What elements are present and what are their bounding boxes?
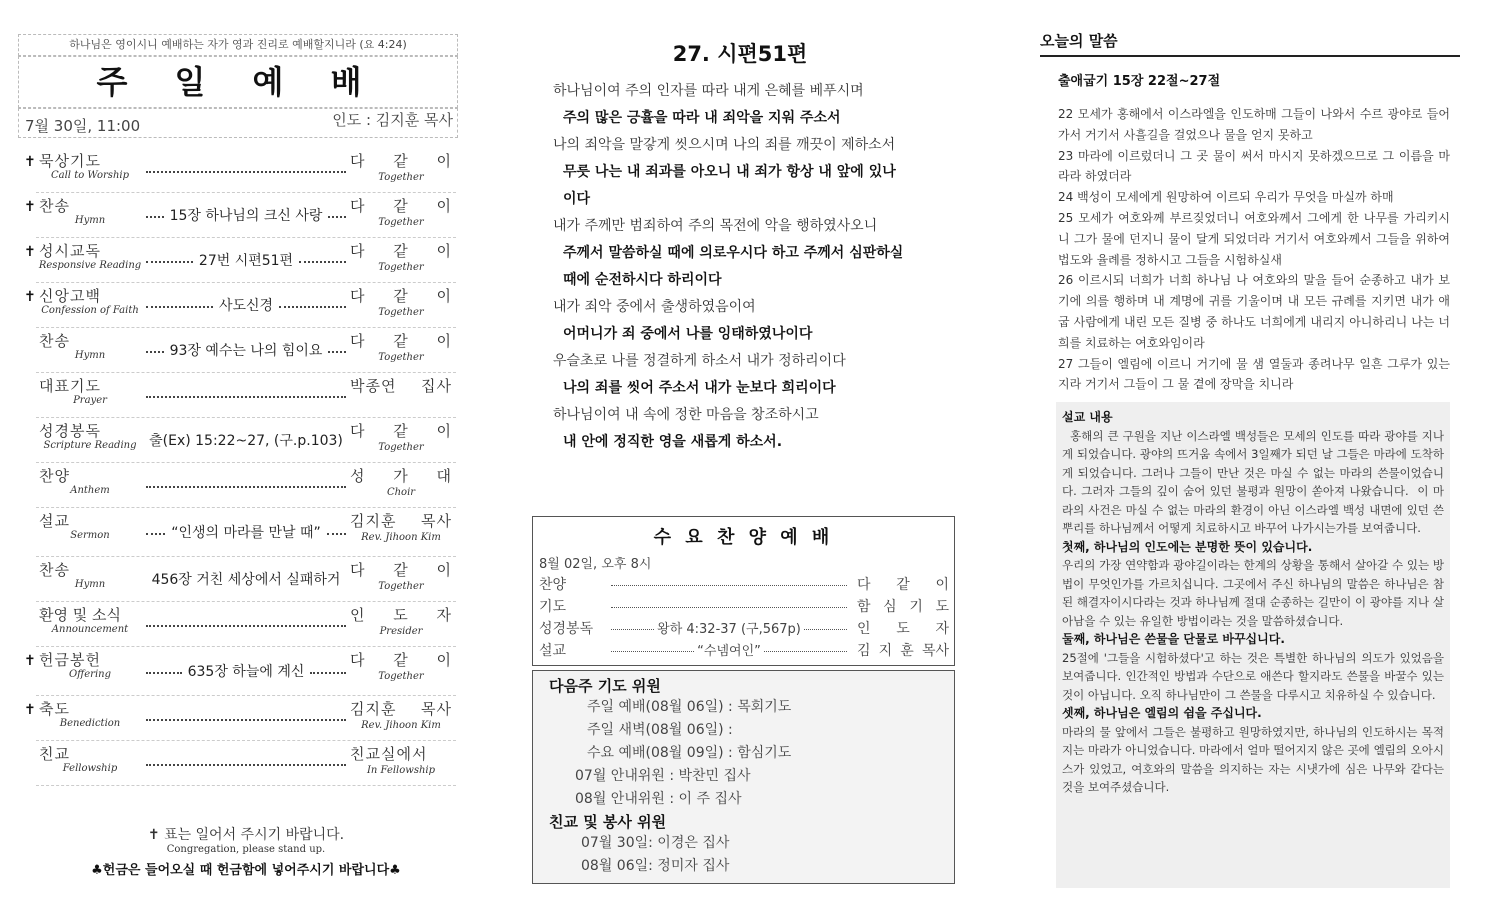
leader-dots	[279, 306, 346, 308]
order-item-content	[144, 328, 348, 372]
header-verse: 하나님은 영이시니 예배하는 자가 영과 진리로 예배할지니라 (요 4:24)	[18, 34, 458, 56]
person-name: 박종연 집사	[350, 377, 452, 395]
committee-item: 수요 예배(08월 09일) : 함심기도	[587, 745, 792, 761]
person-name-en: Choir	[386, 487, 416, 498]
scripture-verse: 27 그들이 엘림에 이르니 거기에 물 샘 열둘과 종려나무 일흔 그루가 있는지라 거기서 그들이 그 물 곁에 장막을 치니라	[1058, 356, 1450, 392]
worship-order-row	[36, 463, 456, 508]
sermon-intro: 홍해의 큰 구원을 지난 이스라엘 백성들은 모세의 인도를 따라 광야를 지나게 되었습니다. 광야의 뜨거움 속에서 3일째가 되던 날 그들은 마라에 도착하게 되었습니다. 그러나 그들이 만난 것은 마실 수 없는 마라의 쓴물이었습니다. 그러자 그들의 깊이 숨어 있던 불평과 원망이 쏟아져 나왔습니다. 이 마라의 사건은 마실 수 없는 마라의 환경이 아닌 이스라엘 백성 내면에 있던 쓴뿌리를 하나님께서 어떻게 치료하시고 바꾸어 나가시는가를 보여줍니다.	[1062, 428, 1444, 535]
order-item-content	[144, 696, 348, 740]
person-name-en: Together	[378, 671, 424, 682]
leader-dots	[146, 719, 346, 721]
wednesday-item: 설교	[539, 643, 567, 659]
worship-order-row	[24, 148, 456, 193]
wednesday-row	[533, 638, 954, 660]
order-item-name-en: Hymn	[74, 579, 106, 590]
order-item-name: 찬송	[39, 561, 70, 579]
order-item-detail: 93장 예수는 나의 힘이요	[169, 343, 323, 359]
order-item-detail: 15장 하나님의 크신 사랑	[169, 208, 323, 224]
wednesday-row	[533, 616, 954, 638]
person-name: 다 같 이	[350, 287, 452, 305]
worship-order-row	[36, 557, 456, 602]
wednesday-item: 기도	[539, 599, 567, 615]
order-item-name: 헌금봉헌	[39, 651, 101, 669]
service-dateline	[18, 108, 458, 138]
congregation-line: 주께서 말씀하실 때에 의로우시다 하고 주께서 심판하실	[563, 245, 904, 261]
order-item-content	[144, 741, 348, 785]
offering-note: ♣헌금은 들어오실 때 헌금함에 넣어주시기 바랍니다♣	[91, 863, 401, 878]
order-item-name: 묵상기도	[39, 152, 101, 170]
committee-item: 07월 30일: 이경은 집사	[581, 835, 730, 851]
leader-line: 내가 주께만 범죄하여 주의 목전에 악을 행하였사오니	[553, 218, 878, 234]
person-name: 다 같 이	[350, 561, 452, 579]
prayer-list	[587, 696, 954, 765]
order-item-name-en: Hymn	[74, 350, 106, 361]
leader-line: 우슬초로 나를 정결하게 하소서 내가 정하리이다	[553, 353, 846, 369]
person-name-en: Together	[378, 217, 424, 228]
order-item-name: 찬송	[39, 197, 70, 215]
wednesday-detail	[611, 616, 847, 638]
leader-dots	[611, 629, 654, 630]
leader-dots	[804, 629, 847, 630]
worship-order-row	[24, 283, 456, 328]
today-heading: 오늘의 말씀	[1040, 32, 1118, 50]
worship-order-row	[24, 647, 456, 696]
stand-cross-icon: ✝	[24, 702, 36, 718]
wednesday-detail	[611, 572, 847, 594]
stand-cross-icon: ✝	[24, 199, 36, 215]
leader-dots	[328, 216, 346, 218]
order-item-name-en: Scripture Reading	[43, 440, 137, 451]
committee-item: 08월 안내위원 : 이 주 집사	[575, 791, 742, 807]
order-item-person	[350, 420, 452, 453]
order-item-name-en: Announcement	[51, 624, 129, 635]
person-name-en: Rev. Jihoon Kim	[361, 532, 441, 543]
order-item-name-en: Prayer	[73, 395, 107, 406]
person-name-en: Together	[378, 581, 424, 592]
person-name-en: Rev. Jihoon Kim	[361, 720, 441, 731]
committee-item: 주일 새벽(08월 06일) :	[587, 722, 733, 738]
wednesday-person: 인 도 자	[857, 621, 949, 637]
wednesday-order	[533, 572, 954, 660]
wednesday-item: 성경봉독	[539, 621, 594, 637]
order-item-person	[350, 559, 452, 592]
scripture-verses	[1058, 104, 1450, 395]
leader-dots	[146, 306, 213, 308]
point-2-heading: 둘째, 하나님은 쓴물을 단물로 바꾸십니다.	[1062, 632, 1285, 646]
order-item-name: 설교	[39, 512, 70, 530]
heading-divider	[1040, 55, 1460, 57]
order-item-content	[144, 193, 348, 237]
leader-dots	[146, 486, 346, 488]
order-item-name: 찬송	[39, 332, 70, 350]
order-item-detail: 456장 거친 세상에서 실패하거	[151, 572, 341, 588]
wednesday-person: 김 지 훈 목사	[857, 643, 949, 659]
congregation-line: 내 안에 정직한 영을 새롭게 하소서.	[563, 434, 783, 450]
committee-item: 주일 예배(08월 06일) : 목회기도	[587, 699, 792, 715]
order-item-name: 대표기도	[39, 377, 101, 395]
wednesday-item: 찬양	[539, 577, 567, 593]
service-title: 주 일 예 배	[18, 56, 458, 108]
wednesday-title: 수 요 찬 양 예 배	[653, 527, 834, 548]
order-item-person	[350, 604, 452, 637]
order-item-name-en: Benediction	[59, 718, 121, 729]
person-name-en: Presider	[379, 626, 423, 637]
person-name: 다 같 이	[350, 152, 452, 170]
congregation-line: 주의 많은 긍휼을 따라 내 죄악을 지워 주소서	[563, 110, 841, 126]
order-item-person	[350, 150, 452, 183]
scripture-reference: 출애굽기 15장 22절~27절	[1058, 74, 1221, 89]
person-name-en: Together	[378, 442, 424, 453]
order-item-name-en: Responsive Reading	[38, 260, 142, 271]
worship-order-row	[36, 328, 456, 373]
stand-up-note: ✝ 표는 일어서 주시기 바랍니다.	[147, 827, 345, 843]
order-item-detail: 사도신경	[218, 298, 274, 314]
worship-order-row	[36, 373, 456, 418]
order-item-name: 축도	[39, 700, 70, 718]
leader-line: 내가 죄악 중에서 출생하였음이여	[553, 299, 756, 315]
person-name: 친교실에서	[350, 745, 428, 763]
order-item-detail: 635장 하늘에 계신	[187, 664, 305, 680]
leader-dots	[146, 672, 182, 674]
worship-order-row	[24, 238, 456, 283]
leader-dots	[299, 261, 346, 263]
order-item-content	[144, 557, 348, 601]
worship-order-row	[36, 508, 456, 557]
person-name: 김지훈 목사	[350, 700, 452, 718]
fellowship-heading: 친교 및 봉사 위원	[549, 813, 667, 831]
point-2-text: 25절에 '그들을 시험하셨다'고 하는 것은 특별한 하나님의 의도가 있었음을 보여줍니다. 인간적인 방법과 수단으로 애쓴다 할지라도 쓴물을 바꿀수 있는 것이 아닙니다. 오직 하나님만이 그 쓴물을 다루시고 치유하실 수 있습니다.	[1062, 650, 1444, 702]
prayer-committee-box	[532, 670, 955, 884]
order-item-name: 환영 및 소식	[39, 606, 121, 624]
person-name: 다 같 이	[350, 197, 452, 215]
committee-item: 08월 06일: 정미자 집사	[581, 858, 730, 874]
order-item-person	[350, 240, 452, 273]
congregation-line: 나의 죄를 씻어 주소서 내가 눈보다 희리이다	[563, 380, 836, 396]
order-item-name-en: Anthem	[70, 485, 110, 496]
scripture-verse: 22 모세가 홍해에서 이스라엘을 인도하매 그들이 나와서 수르 광야로 들어가서 거기서 사흘길을 걸었으나 물을 얻지 못하고	[1058, 107, 1450, 142]
congregation-line: 때에 순전하시다 하리이다	[563, 272, 722, 288]
leader-dots	[611, 585, 847, 586]
leader-dots	[146, 261, 193, 263]
order-item-content	[144, 647, 348, 695]
scripture-verse: 24 백성이 모세에게 원망하여 이르되 우리가 무엇을 마실까 하매	[1058, 190, 1394, 205]
scripture-verse: 23 마라에 이르렀더니 그 곳 물이 써서 마시지 못하겠으므로 그 이름을 마라라 하였더라	[1058, 148, 1450, 184]
order-item-content	[144, 463, 348, 507]
order-item-content	[144, 238, 348, 282]
leader-line: 하나님이여 내 속에 정한 마음을 창조하시고	[553, 407, 819, 423]
order-item-detail: “인생의 마라를 만날 때”	[171, 525, 321, 541]
leader-dots	[328, 351, 346, 353]
order-item-name-en: Hymn	[74, 215, 106, 226]
wednesday-person: 다 같 이	[857, 577, 949, 593]
wednesday-detail-text: “수넴여인”	[697, 643, 761, 659]
order-item-person	[350, 743, 452, 776]
leader-line: 하나님이여 주의 인자를 따라 내게 은혜를 베푸시며	[553, 83, 864, 99]
wednesday-date: 8월 02일, 오후 8시	[539, 557, 652, 572]
person-name-en: Together	[378, 307, 424, 318]
worship-order-list	[24, 148, 456, 786]
order-item-content	[144, 283, 348, 327]
leader-dots	[327, 533, 346, 535]
order-item-content	[144, 602, 348, 646]
congregation-line: 어머니가 죄 중에서 나를 잉태하였나이다	[563, 326, 813, 342]
order-item-name-en: Call to Worship	[51, 170, 129, 181]
person-name-en: Together	[378, 262, 424, 273]
sermon-heading: 설교 내용	[1062, 410, 1113, 424]
order-item-name: 찬양	[39, 467, 70, 485]
stand-cross-icon: ✝	[24, 653, 36, 669]
person-name: 김지훈 목사	[350, 512, 452, 530]
wednesday-row	[533, 572, 954, 594]
committee-item: 07월 안내위원 : 박찬민 집사	[575, 768, 751, 784]
wednesday-detail	[611, 638, 847, 660]
leader-line: 나의 죄악을 말갛게 씻으시며 나의 죄를 깨끗이 제하소서	[553, 137, 896, 153]
service-leader: 인도 : 김지훈 목사	[332, 111, 453, 129]
person-name: 다 같 이	[350, 651, 452, 669]
order-item-detail: 출(Ex) 15:22~27, (구.p.103)	[149, 433, 343, 449]
leader-dots	[764, 651, 847, 652]
sermon-summary-box	[1056, 402, 1450, 888]
order-item-name-en: Offering	[68, 669, 112, 680]
person-name: 다 같 이	[350, 242, 452, 260]
wednesday-service-box	[532, 516, 955, 666]
sunday-worship-panel	[18, 34, 458, 902]
fellowship-list	[581, 832, 954, 878]
worship-order-row	[36, 741, 456, 786]
wednesday-row	[533, 594, 954, 616]
order-item-person	[350, 465, 452, 498]
psalm-reading	[553, 78, 953, 456]
bulletin-notes	[36, 824, 456, 878]
point-1-text: 우리의 가장 연약함과 광야길이라는 한계의 상황을 통해서 살아갈 수 있는 방법이 무엇인가를 가르치십니다. 그곳에서 주신 하나님의 말씀은 하나님은 참된 해결자이시다라는 것과 하나님께 절대 순종하는 길만이 이 광야를 지나 살아남을 수 있는 유일한 방법이라는 것을 말씀하셨습니다.	[1062, 558, 1444, 628]
worship-order-row	[36, 602, 456, 647]
stand-cross-icon: ✝	[24, 244, 36, 260]
leader-dots	[310, 672, 346, 674]
stand-up-note-en: Congregation, please stand up.	[166, 844, 326, 855]
person-name: 다 같 이	[350, 422, 452, 440]
psalm-title: 27. 시편51편	[672, 42, 808, 66]
order-item-content	[144, 373, 348, 417]
wednesday-person: 함 심 기 도	[857, 599, 949, 615]
congregation-line: 무릇 나는 내 죄과를 아오니 내 죄가 항상 내 앞에 있나	[563, 164, 896, 180]
person-name-en: Together	[378, 352, 424, 363]
leader-dots	[146, 351, 164, 353]
leader-dots	[146, 533, 165, 535]
order-item-name-en: Confession of Faith	[41, 305, 139, 316]
worship-order-row	[24, 193, 456, 238]
order-item-detail: 27번 시편51편	[198, 253, 294, 269]
wednesday-detail	[611, 594, 847, 616]
leader-dots	[146, 625, 346, 627]
congregation-line: 이다	[563, 191, 591, 207]
leader-dots	[611, 607, 847, 608]
order-item-name-en: Sermon	[70, 530, 110, 541]
point-1-heading: 첫째, 하나님의 인도에는 분명한 뜻이 있습니다.	[1062, 539, 1313, 554]
leader-dots	[611, 651, 694, 652]
order-item-name: 신앙고백	[39, 287, 101, 305]
order-item-person	[350, 649, 452, 682]
worship-order-row	[36, 418, 456, 463]
order-item-content	[144, 418, 348, 462]
order-item-name-en: Fellowship	[62, 763, 118, 774]
order-item-name: 성시교독	[39, 242, 101, 260]
scripture-verse: 25 모세가 여호와께 부르짖었더니 여호와께서 그에게 한 나무를 가리키시니 그가 물에 던지니 물이 달게 되었더라 거기서 여호와께서 그들을 위하여 법도와 율례를 정하시고 그들을 시험하실새	[1058, 210, 1450, 267]
leader-dots	[146, 216, 164, 218]
stand-cross-icon: ✝	[24, 154, 36, 170]
wednesday-detail-text: 왕하 4:32-37 (구,567p)	[657, 621, 801, 637]
person-name: 인 도 자	[350, 606, 452, 624]
order-item-person	[350, 510, 452, 543]
order-item-name: 친교	[39, 745, 70, 763]
order-item-person	[350, 698, 452, 731]
leader-dots	[146, 764, 346, 766]
order-item-content	[144, 508, 348, 556]
person-name-en: In Fellowship	[366, 765, 436, 776]
order-item-person	[350, 375, 452, 396]
leader-dots	[146, 171, 346, 173]
point-3-heading: 셋째, 하나님은 엘림의 쉼을 주십니다.	[1062, 706, 1262, 720]
stand-cross-icon: ✝	[24, 289, 36, 305]
order-item-person	[350, 195, 452, 228]
order-item-person	[350, 285, 452, 318]
scripture-verse: 26 이르시되 너희가 너희 하나님 나 여호와의 말을 들어 순종하고 내가 보기에 의를 행하며 내 계명에 귀를 기울이며 내 모든 규례를 지키면 내가 애굽 사람에게 내린 모든 질병 중 하나도 너희에게 내리지 아니하리니 나는 너희를 치료하는 여호와임이라	[1058, 273, 1450, 350]
prayer-heading: 다음주 기도 위원	[549, 677, 661, 695]
service-date: 7월 30일, 11:00	[25, 117, 141, 135]
person-name-en: Together	[378, 172, 424, 183]
point-3-text: 마라의 물 앞에서 그들은 불평하고 원망하였지만, 하나님의 인도하시는 목적지는 마라가 아니었습니다. 마라에서 얼마 떨어지지 않은 곳에 엘림의 오아시스가 있었고, 여호와의 말씀을 의지하는 자는 시냇가에 심은 나무와 같다는 것을 보여주셨습니다.	[1062, 724, 1444, 794]
order-item-person	[350, 330, 452, 363]
person-name: 다 같 이	[350, 332, 452, 350]
worship-order-row	[24, 696, 456, 741]
usher-list	[575, 765, 954, 811]
order-item-content	[144, 148, 348, 192]
person-name: 성 가 대	[350, 467, 452, 485]
order-item-name: 성경봉독	[39, 422, 101, 440]
leader-dots	[146, 396, 346, 398]
